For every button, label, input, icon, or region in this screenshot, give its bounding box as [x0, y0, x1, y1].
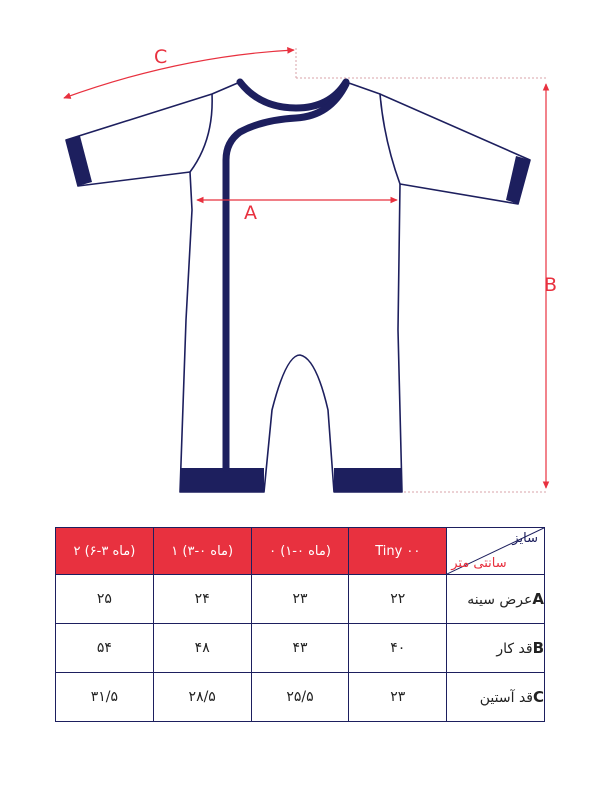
- corner-unit-label: سانتی متر: [451, 556, 507, 571]
- row-letter: A: [532, 590, 544, 608]
- table-cell: ۲۳: [251, 575, 349, 624]
- table-cell: ۴۳: [251, 624, 349, 673]
- table-cell: ۲۵/۵: [251, 673, 349, 722]
- measure-a-label: A: [244, 202, 257, 224]
- table-row: [56, 673, 545, 722]
- table-cell: ۳۱/۵: [56, 673, 154, 722]
- row-name: قد آستین: [479, 690, 533, 706]
- table-row: [56, 624, 545, 673]
- table-row: [56, 575, 545, 624]
- romper-trim: [66, 136, 530, 492]
- measure-b-label: B: [544, 274, 558, 296]
- table-cell: ۲۳: [349, 673, 447, 722]
- table-cell: ۴۸: [153, 624, 251, 673]
- corner-size-label: سایز: [512, 531, 538, 546]
- table-cell: ۲۵: [56, 575, 154, 624]
- column-header: Tiny ۰۰: [349, 528, 447, 575]
- romper-outline: [66, 82, 530, 492]
- table-cell: ۲۲: [349, 575, 447, 624]
- column-header: ۲ (۶-۳ ماه): [56, 528, 154, 575]
- row-label: [447, 673, 545, 722]
- table-header-row: [56, 528, 545, 575]
- table-cell: ۲۸/۵: [153, 673, 251, 722]
- row-label: [447, 624, 545, 673]
- table-cell: ۲۴: [153, 575, 251, 624]
- row-name: عرض سینه: [467, 592, 533, 608]
- row-letter: B: [532, 639, 544, 657]
- column-header: ۰ (۱-۰ ماه): [251, 528, 349, 575]
- row-letter: C: [532, 688, 544, 706]
- measure-c-arrow: [64, 50, 294, 98]
- table-corner-cell: [447, 528, 545, 575]
- table-cell: ۵۴: [56, 624, 154, 673]
- measure-c-label: C: [154, 46, 168, 68]
- column-header: ۱ (۳-۰ ماه): [153, 528, 251, 575]
- size-chart-table: [55, 527, 545, 722]
- table-cell: ۴۰: [349, 624, 447, 673]
- row-label: [447, 575, 545, 624]
- row-name: قد کار: [496, 641, 533, 657]
- guide-lines: [296, 48, 548, 492]
